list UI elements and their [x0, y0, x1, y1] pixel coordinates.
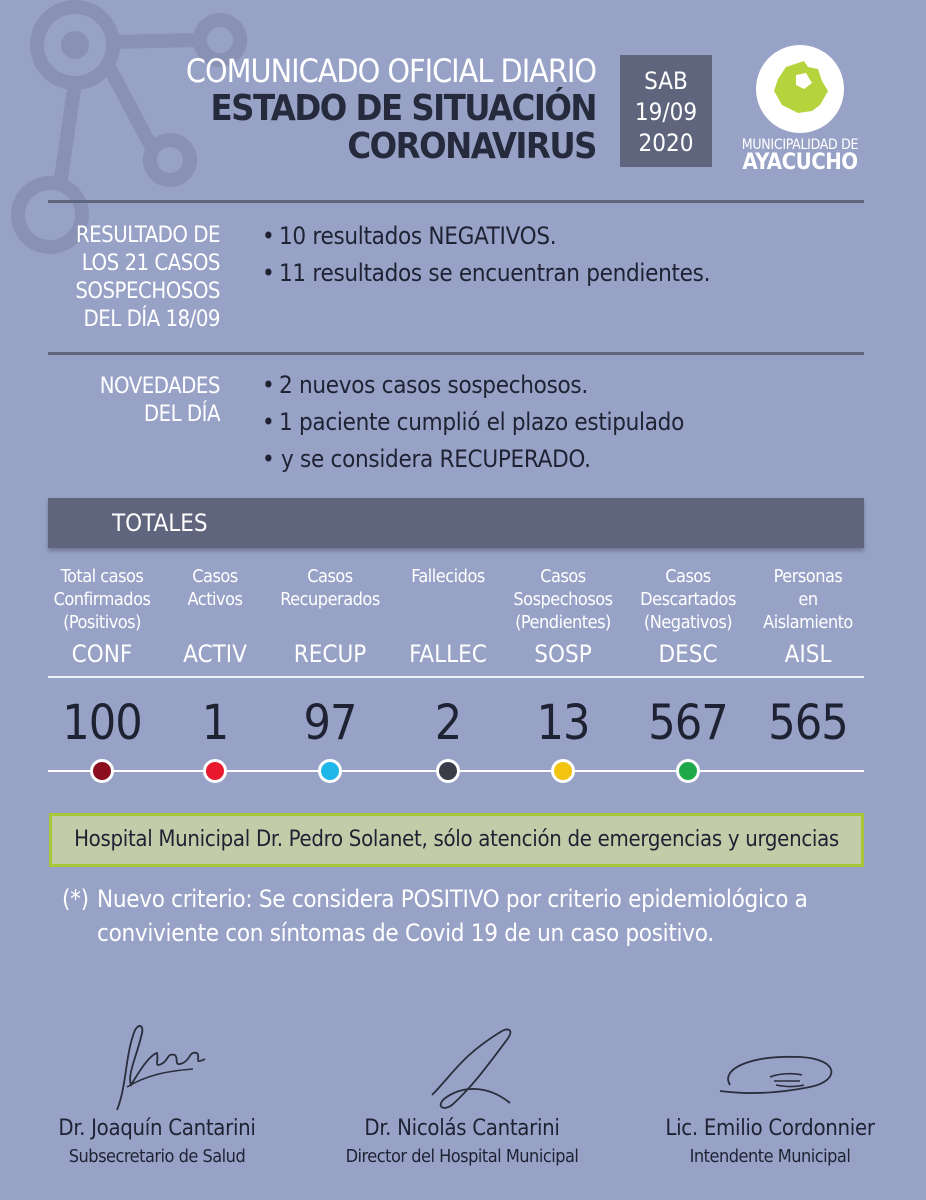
stat-description: [628, 565, 748, 637]
stat-desc-line: (Pendientes): [515, 612, 611, 633]
stat-desc-line: Sospechosos: [513, 589, 613, 610]
note-asterisk: (*): [62, 885, 89, 913]
stat-code: DESC: [658, 640, 718, 668]
stat-sosp: [503, 565, 623, 751]
stat-desc-line: Confirmados: [53, 589, 151, 610]
stat-desc-line: Casos: [665, 566, 711, 587]
stat-desc-line: Descartados: [640, 589, 736, 610]
stat-description: [155, 565, 275, 637]
list-item: • 2 nuevos casos sospechosos.: [262, 367, 684, 404]
stat-description: [42, 565, 162, 637]
note-line: Nuevo criterio: Se considera POSITIVO por criterio epidemiológico a: [97, 885, 808, 913]
logo-line2: AYACUCHO: [742, 150, 858, 175]
stat-desc-line: Recuperados: [280, 589, 380, 610]
date-year: 2020: [638, 129, 694, 157]
header-title-block: [186, 52, 596, 166]
stat-value: 567: [648, 695, 728, 751]
stat-code: RECUP: [293, 640, 367, 668]
criteria-note: [62, 882, 862, 950]
signature-name: Lic. Emilio Cordonnier: [665, 1116, 875, 1141]
status-dot-icon: [203, 759, 227, 783]
stat-recup: [270, 565, 390, 751]
novedades-label-line: NOVEDADES: [99, 374, 220, 399]
stat-code: CONF: [71, 640, 133, 668]
status-dot-icon: [551, 759, 575, 783]
signature-block: [327, 1015, 597, 1171]
novedades-label-line: DEL DÍA: [143, 402, 220, 427]
stat-code: FALLEC: [409, 640, 487, 668]
stat-description: [748, 565, 868, 637]
stats-panel: [45, 565, 865, 785]
stat-desc-line: Casos: [192, 566, 238, 587]
stat-value: 2: [434, 695, 462, 751]
stat-desc-line: Casos: [307, 566, 353, 587]
signature-name: Dr. Nicolás Cantarini: [364, 1116, 560, 1141]
signature-name: Dr. Joaquín Cantarini: [58, 1116, 256, 1141]
list-item-continuation: • y se considera RECUPERADO.: [262, 441, 684, 478]
stat-code: SOSP: [534, 640, 592, 668]
divider: [48, 200, 864, 203]
stat-desc-line: (Negativos): [643, 612, 733, 633]
resultado-label-line: DEL DÍA 18/09: [83, 307, 220, 332]
stat-desc-line: Aislamiento: [763, 612, 853, 633]
handwritten-signature: [97, 1015, 217, 1115]
date-day: SAB: [644, 67, 688, 95]
stat-activ: [155, 565, 275, 751]
municipality-logo: [735, 45, 865, 175]
resultado-label: [75, 222, 220, 334]
hospital-notice: Hospital Municipal Dr. Pedro Solanet, sólo atención de emergencias y urgencias: [49, 813, 864, 867]
signature-role: Director del Hospital Municipal: [345, 1146, 579, 1167]
stat-desc-line: Casos: [540, 566, 586, 587]
resultado-label-line: SOSPECHOSOS: [75, 279, 220, 304]
header-title-coronavirus: CORONAVIRUS: [347, 126, 596, 167]
signature-block: [22, 1015, 292, 1171]
logo-line1: MUNICIPALIDAD DE: [741, 137, 859, 153]
list-item: • 10 resultados NEGATIVOS.: [262, 218, 710, 255]
stat-fallec: [388, 565, 508, 751]
stat-description: [270, 565, 390, 637]
stat-desc-line: Total casos: [60, 566, 144, 587]
stat-desc: [628, 565, 748, 751]
header-subtitle: COMUNICADO OFICIAL DIARIO: [185, 52, 596, 90]
list-item: • 11 resultados se encuentran pendientes.: [262, 255, 710, 292]
status-dot-icon: [676, 759, 700, 783]
handwritten-signature: [690, 1015, 850, 1115]
handwritten-signature: [392, 1015, 532, 1115]
resultado-list: [262, 218, 710, 292]
status-dot-icon: [436, 759, 460, 783]
stat-value: 100: [62, 695, 142, 751]
resultado-label-line: LOS 21 CASOS: [81, 251, 220, 276]
stat-desc-line: Fallecidos: [411, 566, 485, 587]
stat-code: ACTIV: [183, 640, 247, 668]
stat-conf: [42, 565, 162, 751]
signature-block: [635, 1015, 905, 1171]
stat-desc-line: (Positivos): [63, 612, 141, 633]
resultado-label-line: RESULTADO DE: [75, 223, 220, 248]
signature-role: Subsecretario de Salud: [68, 1146, 246, 1167]
stat-value: 1: [201, 695, 229, 751]
divider: [48, 352, 864, 355]
note-line: conviviente con síntomas de Covid 19 de un caso positivo.: [97, 919, 714, 947]
stat-value: 13: [536, 695, 590, 751]
date-date: 19/09: [634, 98, 698, 126]
list-item: • 1 paciente cumplió el plazo estipulado: [262, 404, 684, 441]
stat-description: [388, 565, 508, 637]
stat-desc-line: Personas: [773, 566, 843, 587]
status-dot-icon: [90, 759, 114, 783]
header-title: ESTADO DE SITUACIÓN: [210, 88, 596, 129]
date-badge: [620, 55, 712, 167]
stat-description: [503, 565, 623, 637]
status-dot-icon: [318, 759, 342, 783]
stat-desc-line: en: [798, 589, 818, 610]
stat-code: AISL: [784, 640, 832, 668]
stat-value: 97: [303, 695, 357, 751]
novedades-list: [262, 367, 684, 478]
logo-emblem-icon: [756, 45, 844, 133]
totales-header: TOTALES: [48, 498, 864, 548]
stat-desc-line: Activos: [187, 589, 243, 610]
stat-aisl: [748, 565, 868, 751]
stat-value: 565: [768, 695, 848, 751]
signature-role: Intendente Municipal: [689, 1146, 851, 1167]
novedades-label: [100, 373, 220, 429]
